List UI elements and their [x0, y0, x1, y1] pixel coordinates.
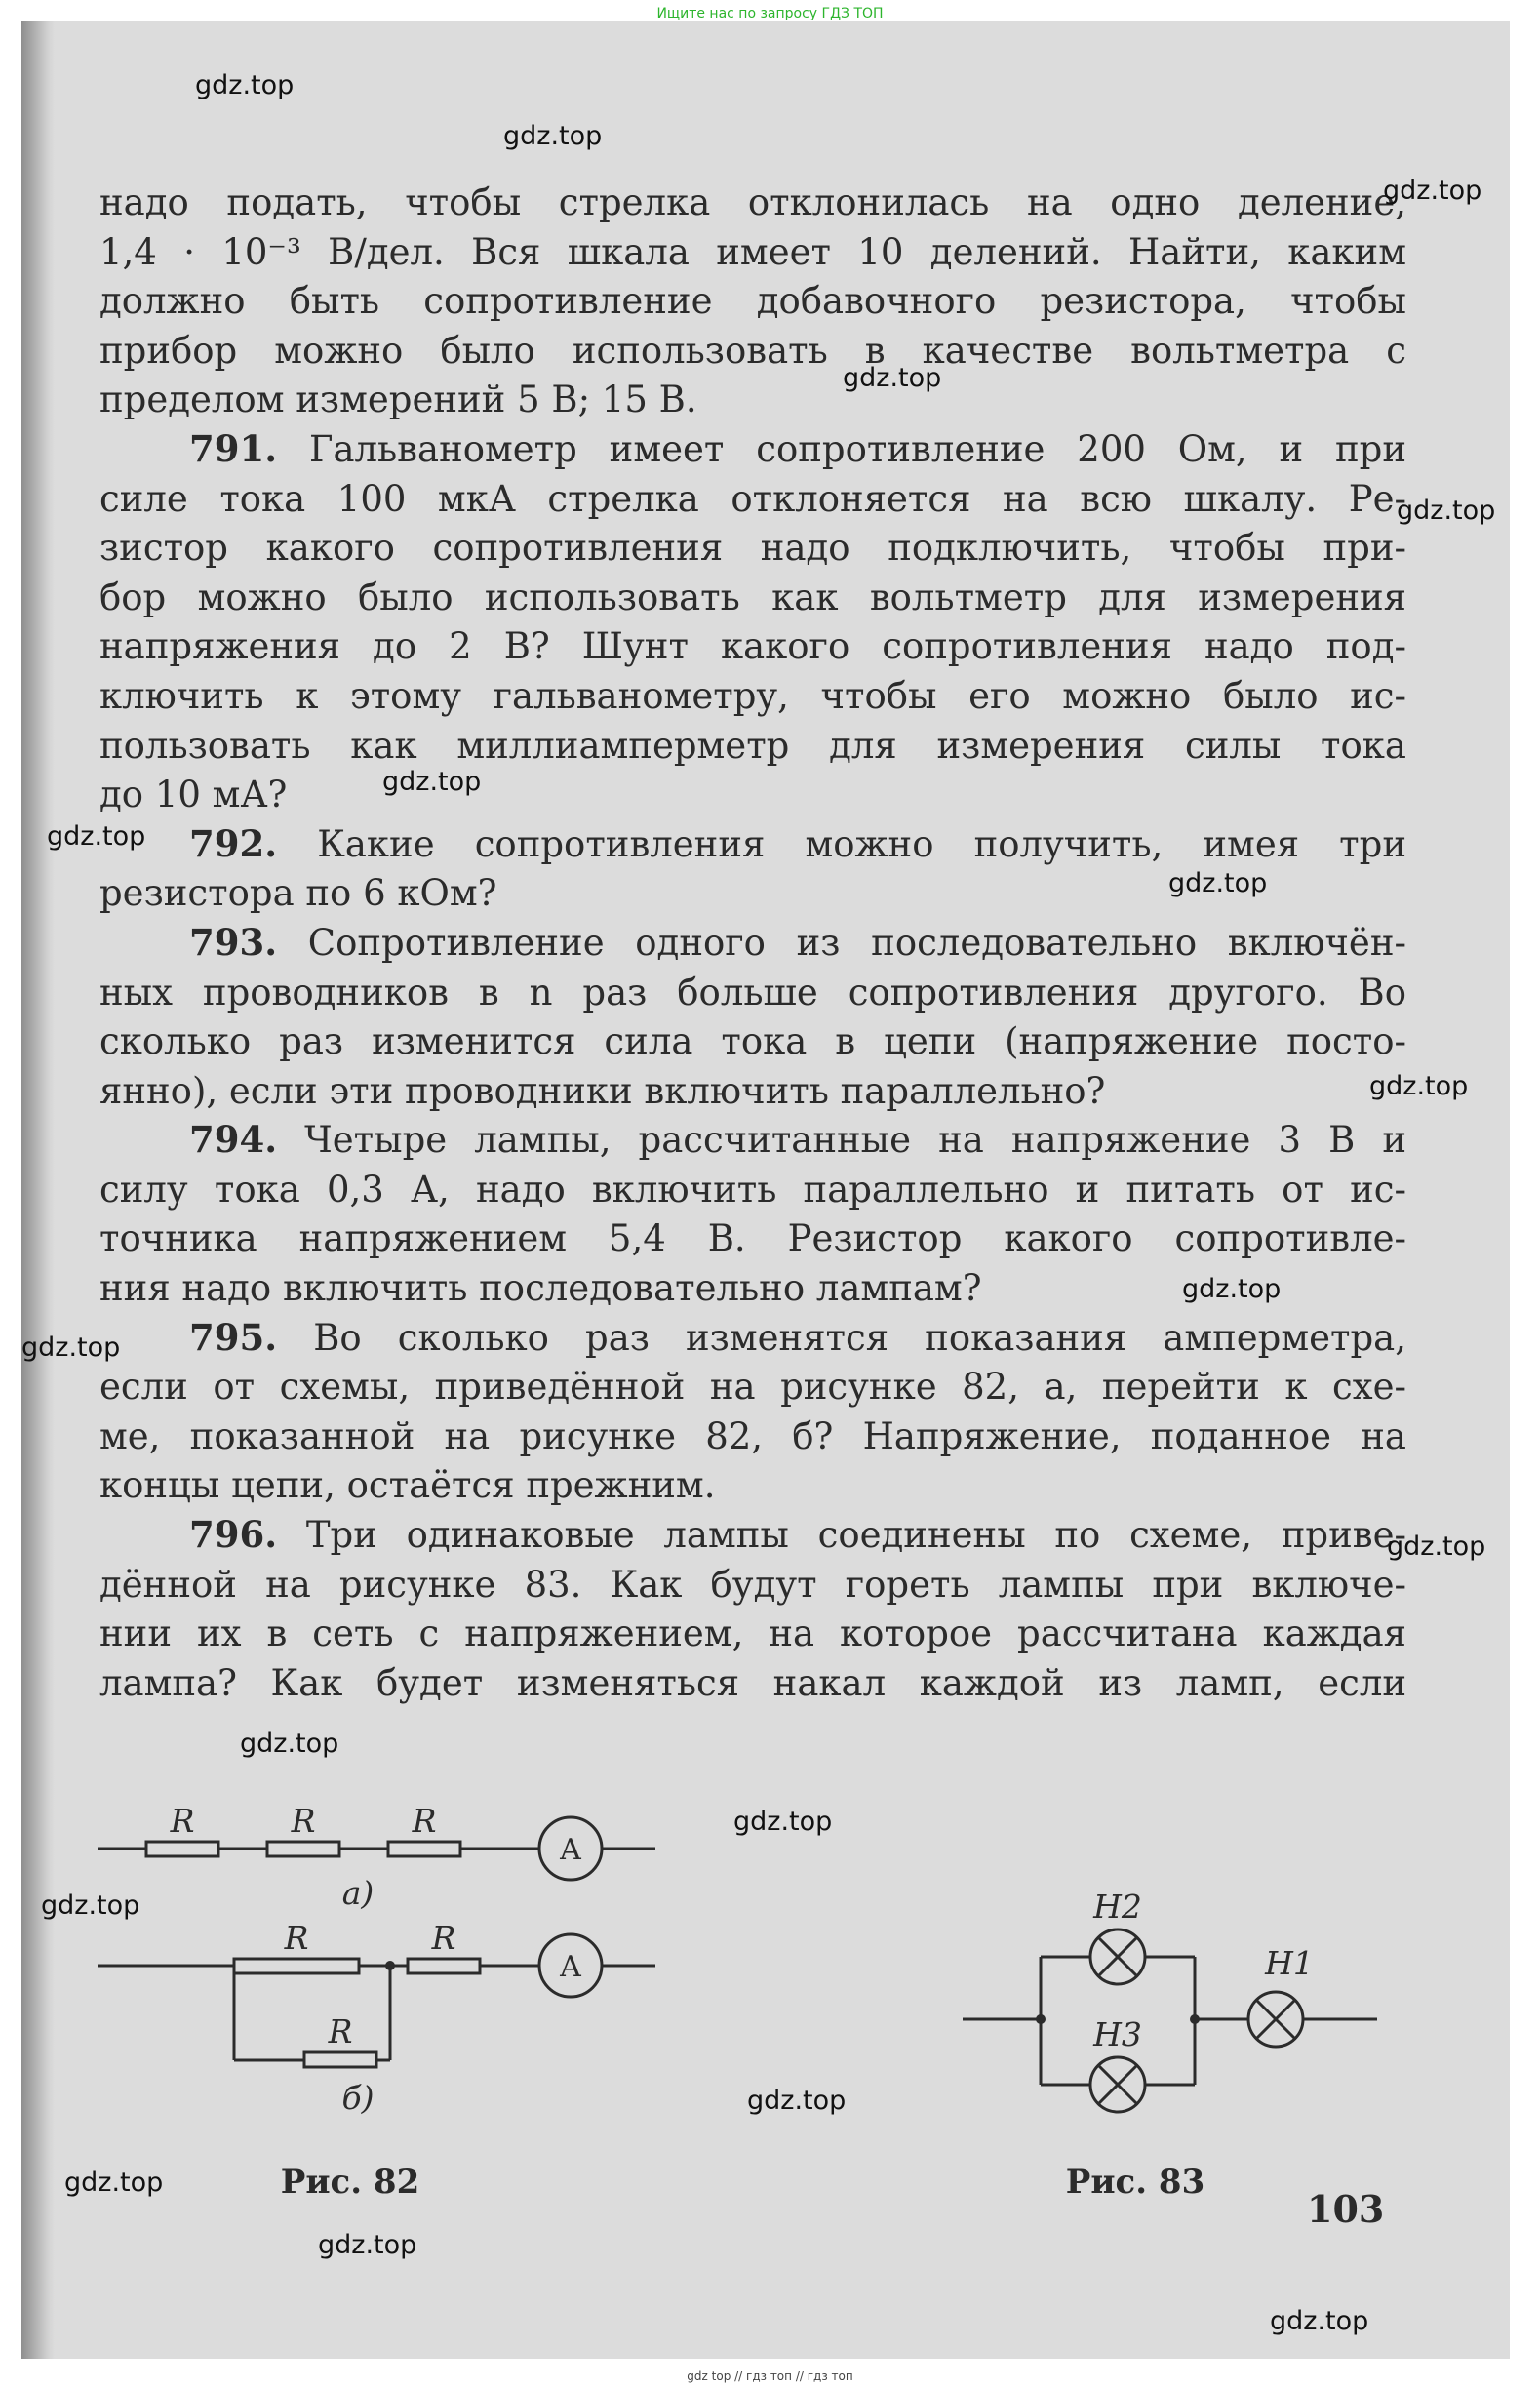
text-line: нии их в сеть с напряжением, на которое рассчитана каждая [99, 1612, 1406, 1655]
watermark-link[interactable]: gdz.top [1369, 1071, 1469, 1101]
resistor-label: R [170, 1802, 195, 1840]
text-line: пределом измерений 5 В; 15 В. [99, 378, 697, 421]
resistor-label: R [328, 2012, 353, 2050]
text-line: бор можно было использовать как вольтметр для измерения [99, 576, 1406, 618]
resistor-label: R [431, 1919, 456, 1957]
text-line: ных проводников в n раз больше сопротивления другого. Во [99, 971, 1406, 1014]
watermark-link[interactable]: gdz.top [1387, 1532, 1486, 1562]
problem-792-line: 792. Какие сопротивления можно получить, имея три [189, 821, 1406, 865]
text-line: 1,4 · 10⁻³ В/дел. Вся шкала имеет 10 делений. Найти, каким [99, 230, 1406, 273]
circuit-83 [963, 1929, 1377, 2112]
text-line: точника напряжением 5,4 В. Резистор какого сопротивле- [99, 1217, 1406, 1260]
text-line: должно быть сопротивление добавочного резистора, чтобы [99, 280, 1406, 323]
junction-dot [1036, 2014, 1046, 2024]
subfigure-a-label: а) [341, 1874, 375, 1912]
watermark-link[interactable]: gdz.top [1182, 1274, 1282, 1304]
watermark-link[interactable]: gdz.top [1397, 496, 1496, 526]
problem-793-line: 793. Сопротивление одного из последовательно включён- [189, 920, 1406, 964]
bottom-banner[interactable]: gdz top // гдз топ // гдз топ [687, 2369, 853, 2383]
watermark-link[interactable]: gdz.top [1168, 868, 1268, 898]
figures [21, 21, 1510, 2359]
text-line: сколько раз изменится сила тока в цепи (напряжение посто- [99, 1020, 1406, 1063]
watermark-link[interactable]: gdz.top [1383, 176, 1482, 206]
problem-795-line: 795. Во сколько раз изменятся показания амперметра, [189, 1315, 1406, 1359]
text-line: пользовать как миллиамперметр для измерения силы тока [99, 724, 1406, 767]
watermark-link[interactable]: gdz.top [382, 767, 482, 797]
problem-794-line: 794. Четыре лампы, рассчитанные на напряжение 3 В и [189, 1118, 1406, 1162]
resistor-icon [234, 1959, 359, 1973]
text-line: концы цепи, остаётся прежним. [99, 1464, 716, 1507]
text-line: зистор какого сопротивления надо подключить, чтобы при- [99, 527, 1406, 570]
text-line: если от схемы, приведённой на рисунке 82, а, перейти к схе- [99, 1366, 1406, 1409]
lamp-label-h2: H2 [1093, 1888, 1142, 1926]
subfigure-b-label: б) [341, 2079, 375, 2117]
top-banner[interactable]: Ищите нас по запросу ГДЗ ТОП [656, 6, 884, 21]
text-line: янно), если эти проводники включить параллельно? [99, 1069, 1106, 1112]
text-line: напряжения до 2 В? Шунт какого сопротивления надо под- [99, 625, 1406, 668]
text-line: прибор можно было использовать в качестве вольтметра с [99, 329, 1406, 372]
watermark-link[interactable]: gdz.top [195, 70, 295, 100]
watermark-link[interactable]: gdz.top [64, 2168, 164, 2198]
lamp-label-h3: H3 [1093, 2015, 1142, 2053]
watermark-link[interactable]: gdz.top [240, 1729, 339, 1759]
problem-791-line: 791. Гальванометр имеет сопротивление 200 Ом, и при [189, 426, 1406, 470]
resistor-label: R [412, 1802, 437, 1840]
resistor-icon [304, 2052, 376, 2067]
watermark-link[interactable]: gdz.top [503, 121, 603, 151]
ammeter-label: A [560, 1833, 581, 1867]
watermark-link[interactable]: gdz.top [1270, 2306, 1369, 2336]
junction-dot [385, 1961, 395, 1970]
resistor-label: R [291, 1802, 316, 1840]
lamp-label-h1: H1 [1265, 1944, 1314, 1982]
text-line: ме, показанной на рисунке 82, б? Напряжение, поданное на [99, 1414, 1406, 1457]
text-line: лампа? Как будет изменяться накал каждой из ламп, если [99, 1661, 1406, 1704]
text-line: резистора по 6 кОм? [99, 872, 497, 915]
text-line: ключить к этому гальванометру, чтобы его можно было ис- [99, 674, 1406, 717]
text-line: силу тока 0,3 А, надо включить параллельно и питать от ис- [99, 1168, 1406, 1211]
figure-83-caption: Рис. 83 [1065, 2163, 1205, 2202]
watermark-link[interactable]: gdz.top [733, 1807, 833, 1837]
text-line: до 10 мА? [99, 774, 288, 816]
resistor-label: R [284, 1919, 309, 1957]
watermark-link[interactable]: gdz.top [747, 2086, 847, 2116]
watermark-link[interactable]: gdz.top [47, 821, 146, 852]
book-page [21, 21, 1510, 2359]
junction-dot [1190, 2014, 1200, 2024]
problem-796-line: 796. Три одинаковые лампы соединены по схеме, приве- [189, 1513, 1406, 1557]
resistor-icon [388, 1842, 460, 1856]
resistor-icon [408, 1959, 480, 1973]
watermark-link[interactable]: gdz.top [21, 1333, 121, 1363]
page-number: 103 [1307, 2187, 1385, 2231]
resistor-icon [146, 1842, 218, 1856]
text-line: силе тока 100 мкА стрелка отклоняется на всю шкалу. Ре- [99, 477, 1406, 520]
figure-82-caption: Рис. 82 [280, 2163, 420, 2202]
text-line: надо подать, чтобы стрелка отклонилась на одно деление, [99, 181, 1406, 223]
ammeter-label: A [560, 1950, 581, 1984]
resistor-icon [267, 1842, 339, 1856]
watermark-link[interactable]: gdz.top [843, 363, 942, 393]
text-line: ния надо включить последовательно лампам? [99, 1267, 982, 1310]
watermark-link[interactable]: gdz.top [41, 1890, 140, 1921]
watermark-link[interactable]: gdz.top [318, 2230, 417, 2260]
text-line: дённой на рисунке 83. Как будут гореть лампы при включе- [99, 1563, 1406, 1606]
